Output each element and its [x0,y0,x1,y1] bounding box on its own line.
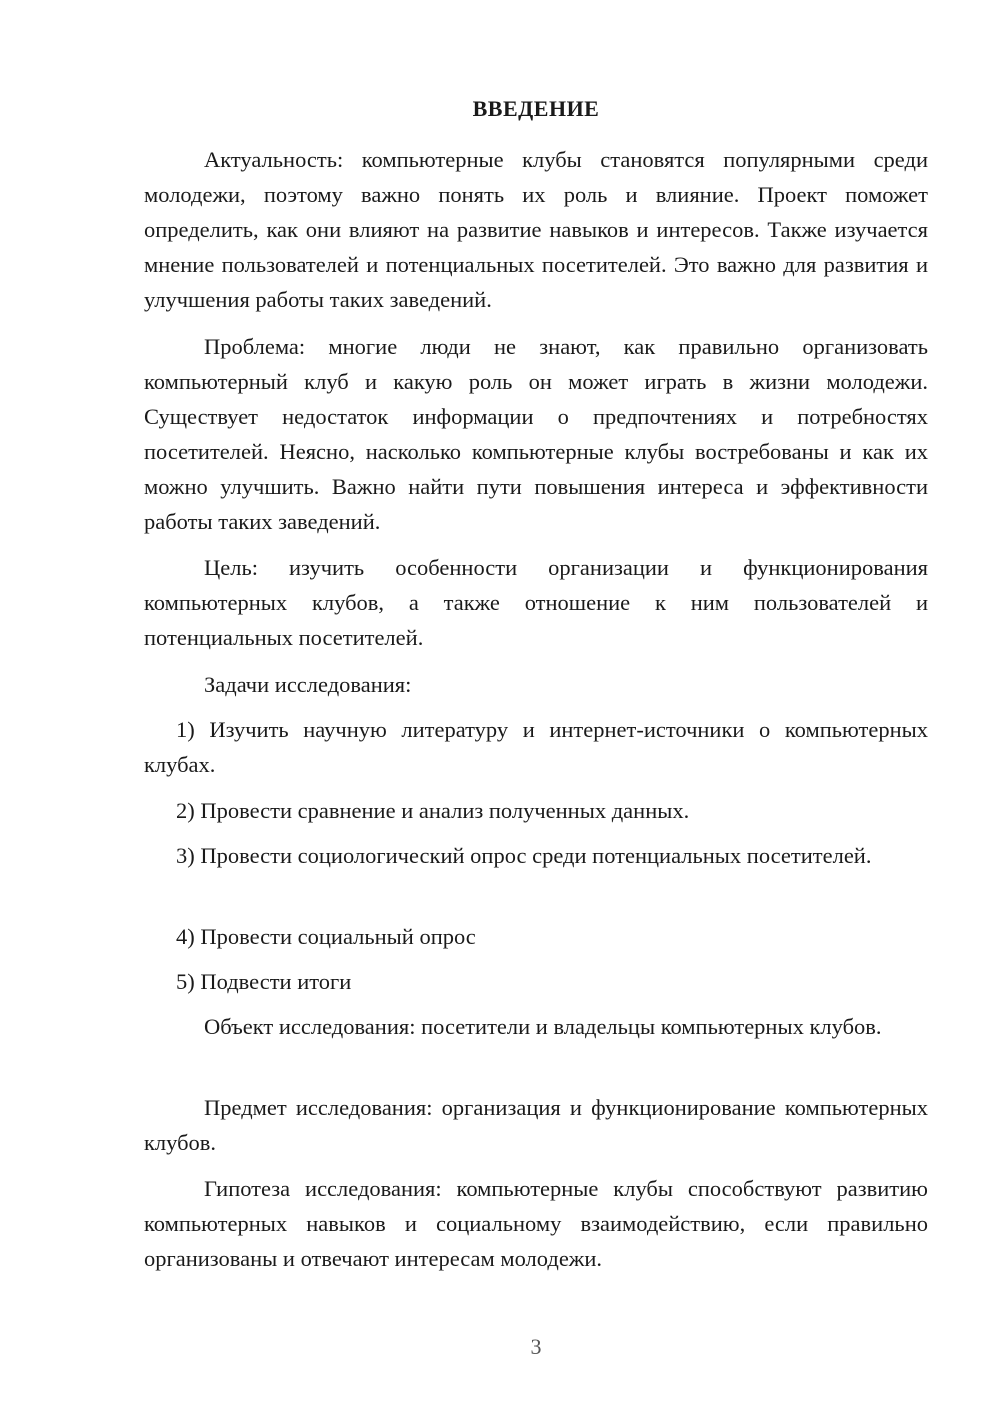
paragraph-relevance: Актуальность: компьютерные клубы становятся популярными среди молодежи, поэтому важно понять их роль и влияние. Проект поможет определить, как они влияют на развитие навыков и интересов. Также изучается мнение пользователей и потенциальных посетителей. Это важно для развития и улучшения работы таких заведений. [144,147,928,312]
task-item-3: 3) Провести социологический опрос среди потенциальных посетителей. [176,843,872,868]
paragraph-goal: Цель: изучить особенности организации и функционирования компьютерных клубов, а также отношение к ним пользователей и потенциальных посетителей. [144,555,928,650]
paragraph-subject: Предмет исследования: организация и функционирование компьютерных клубов. [144,1095,928,1155]
task-item-4: 4) Провести социальный опрос [176,924,476,949]
paragraph-object: Объект исследования: посетители и владельцы компьютерных клубов. [204,1014,882,1039]
tasks-heading: Задачи исследования: [204,672,412,697]
paragraph-hypothesis: Гипотеза исследования: компьютерные клубы способствуют развитию компьютерных навыков и социальному взаимодействию, если правильно организованы и отвечают интересам молодежи. [144,1176,928,1271]
task-item-2: 2) Провести сравнение и анализ полученных данных. [176,798,690,823]
page-number: 3 [530,1334,542,1359]
task-item-5: 5) Подвести итоги [176,969,352,994]
paragraph-problem: Проблема: многие люди не знают, как правильно организовать компьютерный клуб и какую роль он может играть в жизни молодежи. Существует недостаток информации о предпочтениях и потребностях посетителей. Неясно, насколько компьютерные клубы востребованы и как их можно улучшить. Важно найти пути повышения интереса и эффективности работы таких заведений. [144,334,928,534]
section-title: ВВЕДЕНИЕ [472,96,600,121]
task-item-1: 1) Изучить научную литературу и интернет-источники о компьютерных клубах. [144,717,928,777]
